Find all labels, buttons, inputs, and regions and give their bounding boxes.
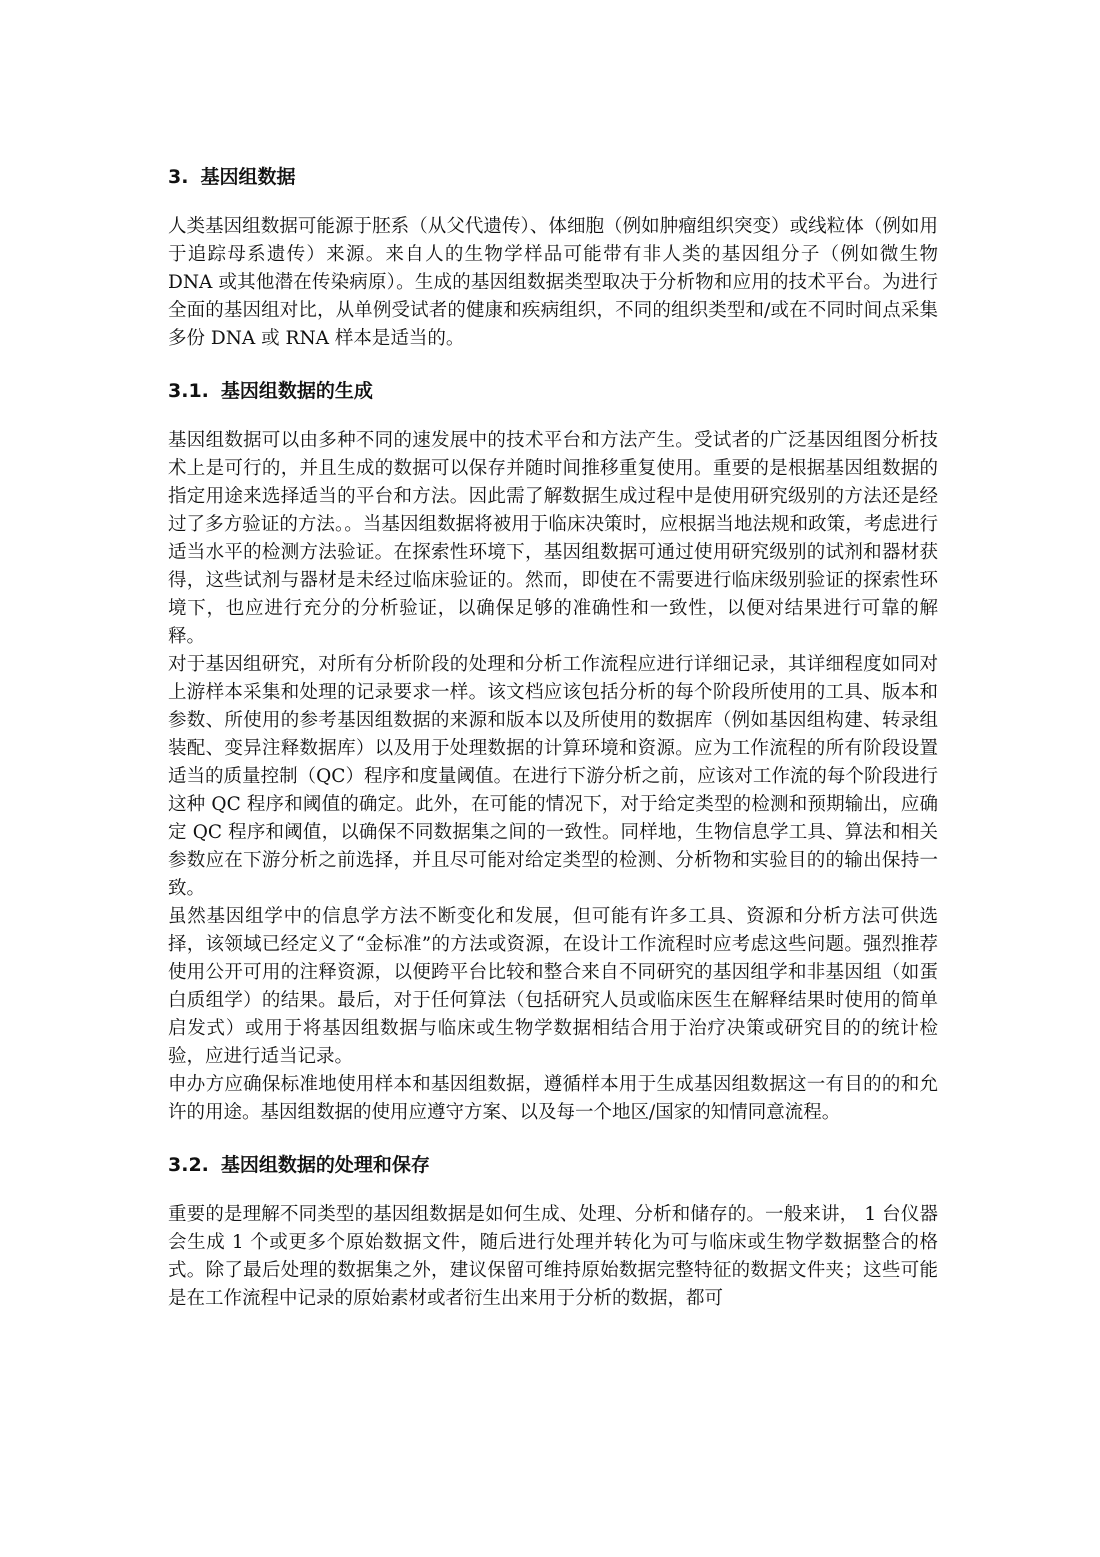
- section-number: 3.1.: [168, 380, 209, 402]
- document-body: [168, 163, 938, 1313]
- section-title: 基因组数据的处理和保存: [220, 1154, 430, 1176]
- section-heading-3-1: [168, 377, 938, 405]
- section-number: 3.2.: [168, 1154, 209, 1176]
- paragraph: 人类基因组数据可能源于胚系（从父代遗传）、体细胞（例如肿瘤组织突变）或线粒体（例如用于追踪母系遗传）来源。来自人的生物学样品可能带有非人类的基因组分子（例如微生物 DNA 或其他潜在传染病原）。生成的基因组数据类型取决于分析物和应用的技术平台。为进行全面的基因组对比，从单例受试者的健康和疾病组织，不同的组织类型和/或在不同时间点采集多份 DNA 或 RNA 样本是适当的。: [168, 216, 938, 349]
- section-title: 基因组数据: [200, 166, 296, 188]
- section-title: 基因组数据的生成: [220, 380, 373, 402]
- paragraph: 对于基因组研究，对所有分析阶段的处理和分析工作流程应进行详细记录，其详细程度如同对上游样本采集和处理的记录要求一样。该文档应该包括分析的每个阶段所使用的工具、版本和参数、所使用的参考基因组数据的来源和版本以及所使用的数据库（例如基因组构建、转录组装配、变异注释数据库）以及用于处理数据的计算环境和资源。应为工作流程的所有阶段设置适当的质量控制（QC）程序和度量阈值。在进行下游分析之前，应该对工作流的每个阶段进行这种 QC 程序和阈值的确定。此外，在可能的情况下，对于给定类型的检测和预期输出，应确定 QC 程序和阈值，以确保不同数据集之间的一致性。同样地，生物信息学工具、算法和相关参数应在下游分析之前选择，并且尽可能对给定类型的检测、分析物和实验目的的输出保持一致。: [168, 654, 938, 899]
- paragraph: 重要的是理解不同类型的基因组数据是如何生成、处理、分析和储存的。一般来讲， 1 台仪器会生成 1 个或更多个原始数据文件，随后进行处理并转化为可与临床或生物学数据整合的格式。除了最后处理的数据集之外，建议保留可维持原始数据完整特征的数据文件夹；这些可能是在工作流程中记录的原始素材或者衍生出来用于分析的数据，都可: [168, 1204, 938, 1309]
- paragraph: 基因组数据可以由多种不同的速发展中的技术平台和方法产生。受试者的广泛基因组图分析技术上是可行的，并且生成的数据可以保存并随时间推移重复使用。重要的是根据基因组数据的指定用途来选择适当的平台和方法。因此需了解数据生成过程中是使用研究级别的方法还是经过了多方验证的方法。。当基因组数据将被用于临床决策时，应根据当地法规和政策，考虑进行适当水平的检测方法验证。在探索性环境下，基因组数据可通过使用研究级别的试剂和器材获得，这些试剂与器材是未经过临床验证的。然而，即使在不需要进行临床级别验证的探索性环境下，也应进行充分的分析验证，以确保足够的准确性和一致性，以便对结果进行可靠的解释。: [168, 430, 938, 647]
- paragraph: 申办方应确保标准地使用样本和基因组数据，遵循样本用于生成基因组数据这一有目的的和允许的用途。基因组数据的使用应遵守方案、以及每一个地区/国家的知情同意流程。: [168, 1074, 938, 1123]
- section-heading-3: [168, 163, 938, 191]
- paragraph: 虽然基因组学中的信息学方法不断变化和发展，但可能有许多工具、资源和分析方法可供选择，该领域已经定义了“金标准”的方法或资源，在设计工作流程时应考虑这些问题。强烈推荐使用公开可用的注释资源，以便跨平台比较和整合来自不同研究的基因组学和非基因组（如蛋白质组学）的结果。最后，对于任何算法（包括研究人员或临床医生在解释结果时使用的简单启发式）或用于将基因组数据与临床或生物学数据相结合用于治疗决策或研究目的的统计检验，应进行适当记录。: [168, 906, 938, 1067]
- section-number: 3.: [168, 166, 189, 188]
- section-heading-3-2: [168, 1151, 938, 1179]
